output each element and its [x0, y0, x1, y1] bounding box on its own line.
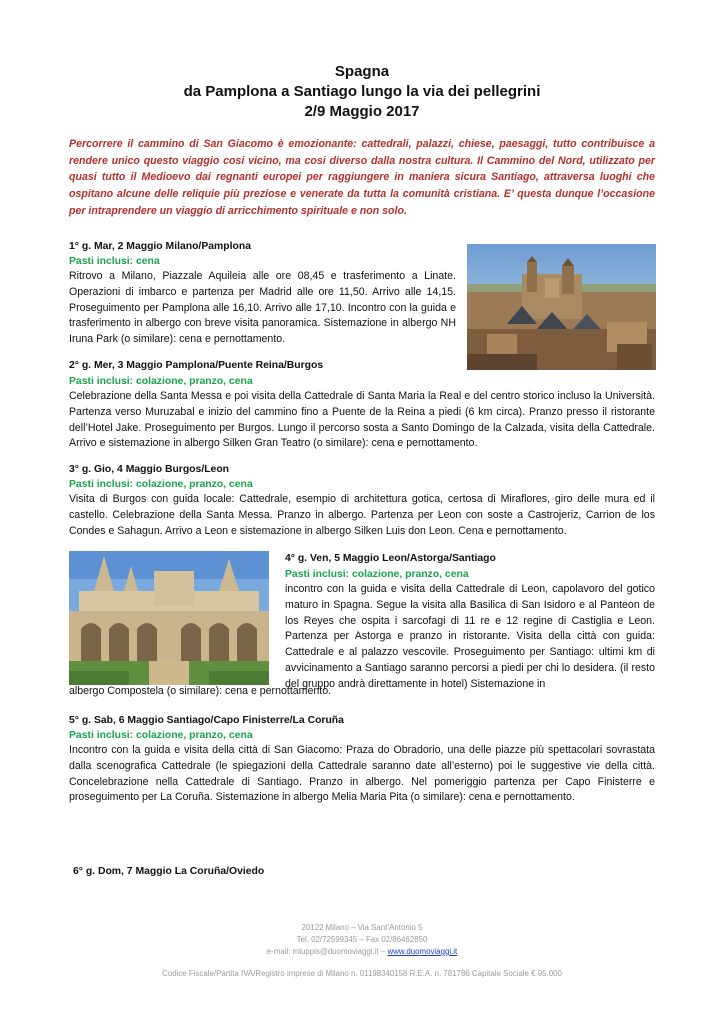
day1-meals: Pasti inclusi: cena [69, 256, 160, 267]
title-country: Spagna [334, 63, 390, 80]
footer-email: e-mail: mluppis@duomoviaggi.it – [266, 947, 388, 956]
cathedral-cloister-photo [69, 551, 269, 685]
day5-text: Incontro con la guida e visita della città di San Giacomo: Praza do Obradorio, una delle piazze più spettacolari sovrastata dalla scenografica Cattedrale (le spiegazioni della Cattedrale saranno date all’esterno) poi le suggestive vie della città. Concelebrazione nella Cattedrale di Santiago. Pranzo in albergo. Nel pomeriggio partenza per Capo Finisterre e proseguimento per La Coruña. Sistemazione in albergo Melia Maria Pita (o similare): cena e pernottamento. [69, 744, 655, 804]
intro-paragraph: Percorrere il cammino di San Giacomo è emozionante: cattedrali, palazzi, chiese, paesaggi, tutto contribuisce a rendere unico questo viaggio cosi vicino, ma cosi diverso dalla nostra cultura. Il Cammino del Nord, utilizzato per quasi tutto il Medioevo dai regnanti europei per raggiungere in maniera sicura Santiago, attraversa luoghi che ospitano alcune delle reliquie più preziose e venerate da tutta la comunità cristiana. E’ questa dunque l’occasione per intraprendere un viaggio di arricchimento spirituale e non solo. [69, 138, 655, 217]
footer-phone: Tel. 02/72599345 – Fax 02/86462850 [296, 935, 428, 944]
footer-address: 20122 Milano – Via Sant’Antonio 5 [301, 923, 423, 932]
footer-legal: Codice Fiscale/Partita IVA/Registro imprese di Milano n. 01198340158 R.E.A. n. 781786 Capitale Sociale € 95.000 [162, 969, 562, 978]
website-link[interactable]: www.duomoviaggi.it [387, 947, 458, 956]
day1-heading: 1° g. Mar, 2 Maggio Milano/Pamplona [69, 241, 251, 252]
day5-meals: Pasti inclusi: colazione, pranzo, cena [69, 730, 253, 741]
day3-heading: 3° g. Gio, 4 Maggio Burgos/Leon [69, 464, 230, 475]
day6-heading: 6° g. Dom, 7 Maggio La Coruña/Oviedo [73, 866, 265, 877]
footer-contacts [0, 946, 724, 958]
day4-meals: Pasti inclusi: colazione, pranzo, cena [285, 569, 469, 580]
day3-text: Visita di Burgos con guida locale: Cattedrale, esempio di architettura gotica, certosa di Miraflores, giro delle mura ed il castello. Celebrazione della Santa Messa. Pranzo in albergo. Partenza per Leon con soste a Castrojeriz, Carrion de los Condes e Sahagun. Arrivo a Leon e sistemazione in albergo Silken Luis don Leon. Cena e pernottamento. [69, 493, 655, 537]
day2-heading: 2° g. Mer, 3 Maggio Pamplona/Puente Reina/Burgos [69, 360, 324, 371]
day4-text-wrapped: incontro con la guida e visita della Cattedrale di Leon, capolavoro del gotico maturo in Spagna. Segue la visita alla Basilica di San Isidoro e al Panteon de los Reyes che ospita i sarcofagi di 11 re e 12 regine di Castiglia e Leon. Partenza per Astorga e pranzo in ristorante. Visita della città con guida: Cattedrale e al palazzo vescovile. Proseguimento per Santiago: ultimi km di avvicinamento a Santiago saranno percorsi a piedi per chi lo desidera. (il resto del gruppo andrà direttamente in hotel) Sistemazione in [285, 583, 655, 690]
day4-text-continued: albergo Compostela (o similare): cena e pernottamento. [69, 685, 332, 697]
day4-heading: 4° g. Ven, 5 Maggio Leon/Astorga/Santiago [285, 553, 496, 564]
castle-photo [467, 244, 656, 370]
day2-meals: Pasti inclusi: colazione, pranzo, cena [69, 376, 253, 387]
title-dates: 2/9 Maggio 2017 [304, 103, 420, 120]
day2-text: Celebrazione della Santa Messa e poi visita della Cattedrale di Santa Maria la Real e del centro storico incluso la Università. Partenza verso Muruzabal e inizio del cammino fino a Puente de la Reina a piedi (6 km circa). Pranzo presso il ristorante dell’Hotel Jake. Proseguimento per Burgos. Lungo il percorso sosta a Santo Domingo de la Calzada, visita della Cattedrale. Arrivo e sistemazione in albergo Silken Gran Teatro (o similare): cena e pernottamento. [69, 390, 655, 450]
title-route: da Pamplona a Santiago lungo la via dei pellegrini [183, 83, 541, 100]
day1-text: Ritrovo a Milano, Piazzale Aquileia alle ore 08,45 e trasferimento a Linate. Operazioni di imbarco e partenza per Madrid alle ore 11,50. Arrivo alle 14,15. Proseguimento per Pamplona alle 16,10. Arrivo alle 17,10. Incontro con la guida e trasferimento in albergo con breve visita panoramica. Sistemazione in albergo NH Iruna Park (o similare): cena e pernottamento. [69, 270, 456, 346]
day3-meals: Pasti inclusi: colazione, pranzo, cena [69, 479, 253, 490]
day5-heading: 5° g. Sab, 6 Maggio Santiago/Capo Finisterre/La Coruña [69, 715, 344, 726]
